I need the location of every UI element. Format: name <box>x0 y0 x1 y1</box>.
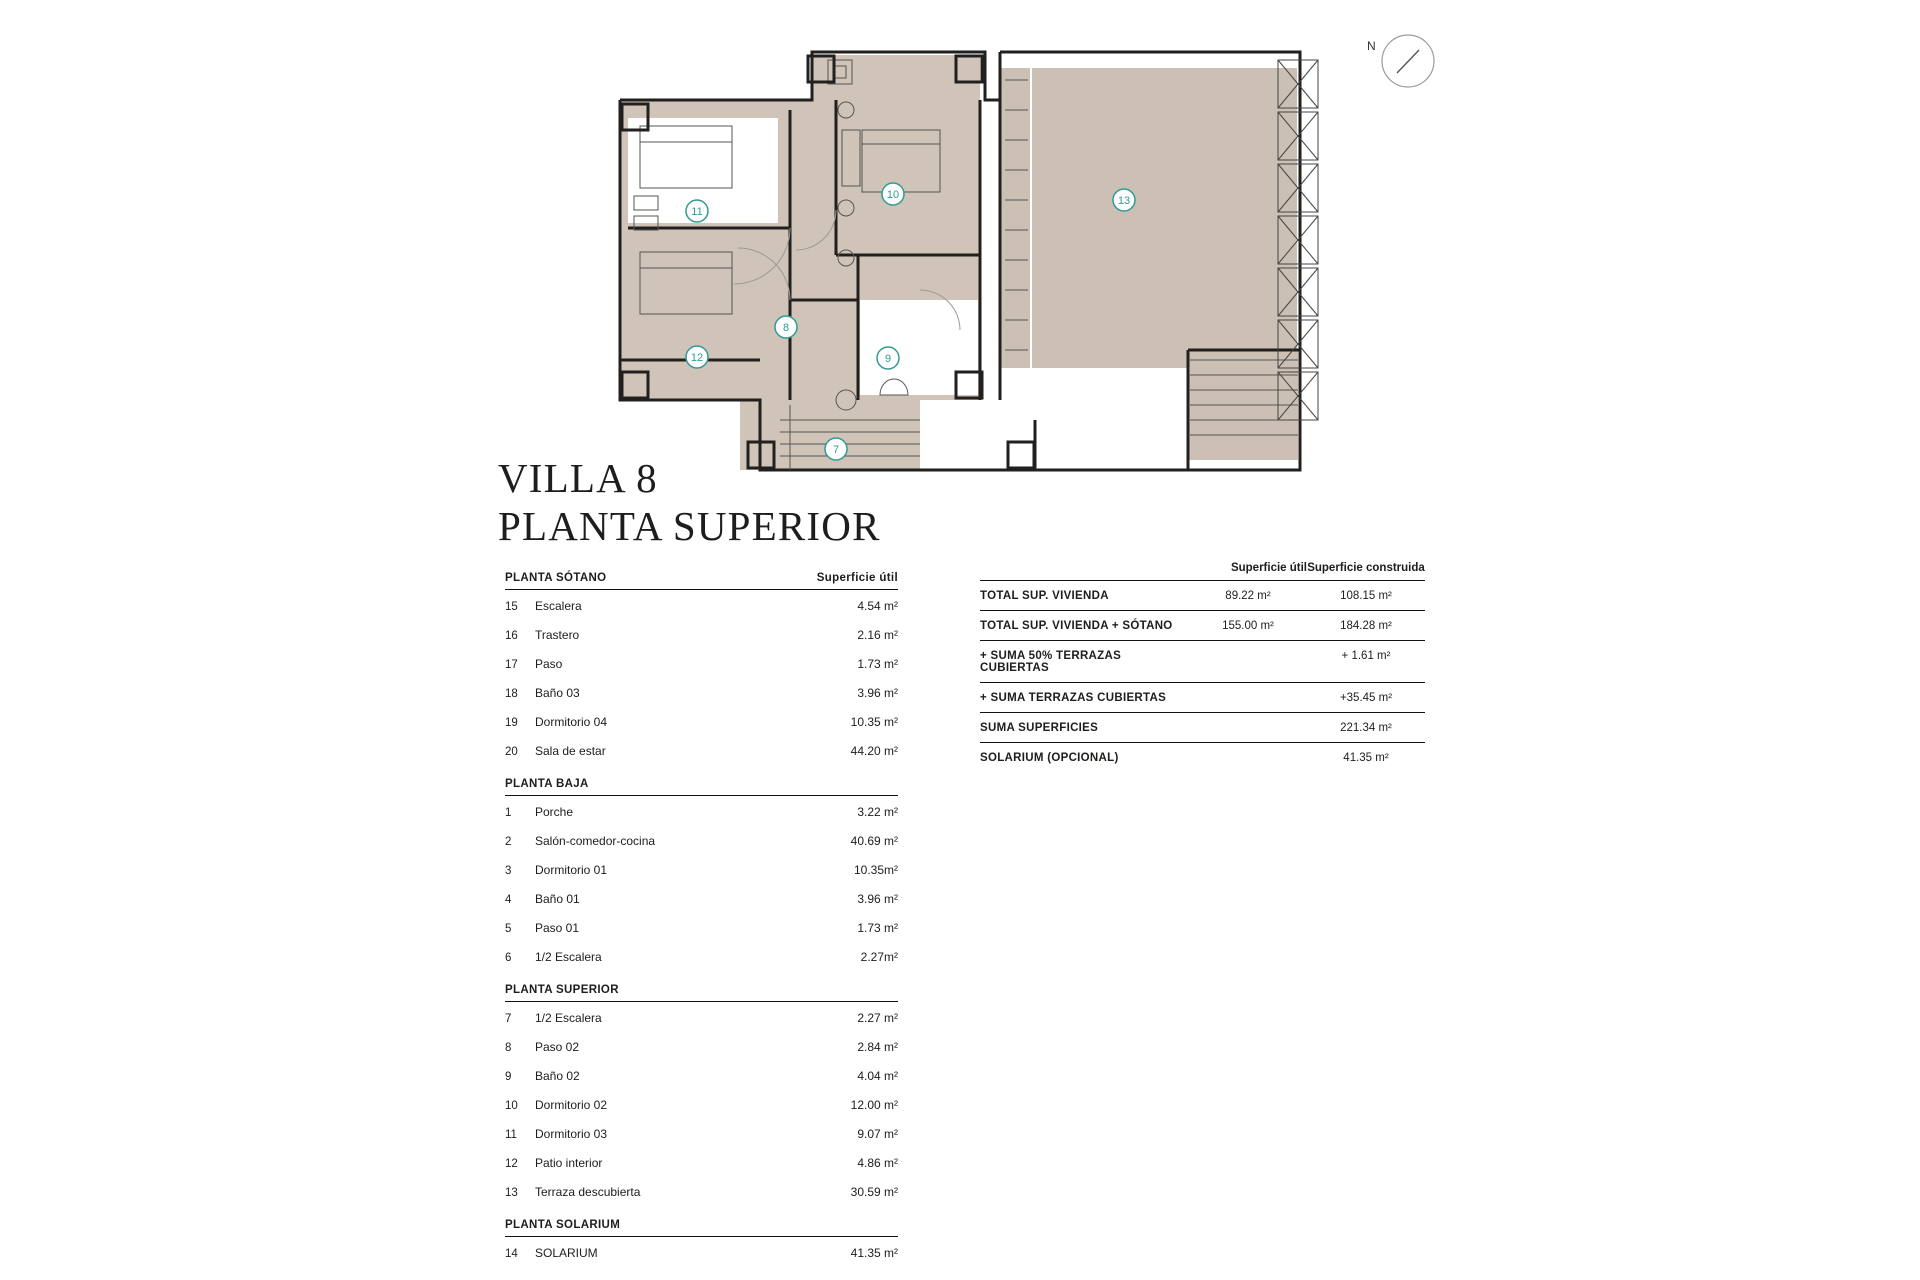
room-marker-11 <box>686 200 708 222</box>
row-value: 10.35m² <box>853 863 898 877</box>
section-rows-superior <box>505 1004 898 1207</box>
section-title: PLANTA BAJA <box>505 778 589 790</box>
room-marker-12 <box>686 346 708 368</box>
surface-schedule-table <box>505 572 898 1268</box>
table-row <box>505 1239 898 1268</box>
summary-row-label: SOLARIUM (OPCIONAL) <box>980 752 1119 764</box>
room-marker-10 <box>882 183 904 205</box>
row-value: 3.22 m² <box>857 805 898 819</box>
summary-row-suma-superficies <box>980 713 1425 743</box>
summary-row-solarium-opcional <box>980 743 1425 772</box>
summary-header-row <box>980 562 1425 580</box>
section-header-sotano <box>505 572 898 590</box>
summary-row-util: 89.22 m² <box>1225 590 1271 602</box>
room-marker-label: 11 <box>691 206 703 218</box>
table-row <box>505 885 898 914</box>
row-label: 1/2 Escalera <box>535 950 602 964</box>
plan-fills <box>620 55 1298 470</box>
room-marker-label: 12 <box>690 352 704 364</box>
row-label: Dormitorio 01 <box>535 863 608 877</box>
table-row <box>505 798 898 827</box>
row-value: 3.96 m² <box>857 892 898 906</box>
row-value: 1.73 m² <box>857 921 898 935</box>
row-number: 2 <box>505 836 512 848</box>
row-value: 10.35 m² <box>850 715 898 729</box>
table-row <box>505 1062 898 1091</box>
row-label: Patio interior <box>535 1156 603 1170</box>
row-value: 41.35 m² <box>850 1246 898 1260</box>
row-number: 19 <box>505 717 518 729</box>
summary-row-label: + SUMA TERRAZAS CUBIERTAS <box>980 692 1167 704</box>
row-label: Porche <box>535 805 574 819</box>
row-label: Dormitorio 03 <box>535 1127 608 1141</box>
section-rows-baja <box>505 798 898 972</box>
row-number: 20 <box>505 746 518 758</box>
row-label: Baño 02 <box>535 1069 580 1083</box>
row-number: 1 <box>505 807 512 819</box>
summary-row-construida: +35.45 m² <box>1339 692 1393 704</box>
summary-row-terrazas-cubiertas <box>980 683 1425 713</box>
room-marker-9 <box>877 347 899 369</box>
row-number: 6 <box>505 952 512 964</box>
section-title: PLANTA SÓTANO <box>505 572 607 584</box>
summary-row-label: TOTAL SUP. VIVIENDA <box>980 590 1109 602</box>
row-label: Paso <box>535 657 563 671</box>
summary-row-label: SUMA SUPERFICIES <box>980 722 1099 734</box>
summary-row-construida: + 1.61 m² <box>1341 650 1391 662</box>
row-label: SOLARIUM <box>535 1246 598 1260</box>
section-header-superior <box>505 984 898 1002</box>
table-row <box>505 1149 898 1178</box>
row-number: 17 <box>505 659 518 671</box>
row-number: 5 <box>505 923 512 935</box>
row-value: 2.16 m² <box>857 628 898 642</box>
table-row <box>505 914 898 943</box>
row-value: 4.54 m² <box>857 599 898 613</box>
summary-row-label: TOTAL SUP. VIVIENDA + SÓTANO <box>980 620 1173 632</box>
table-row <box>505 737 898 766</box>
row-label: Dormitorio 04 <box>535 715 608 729</box>
summary-row-construida: 108.15 m² <box>1340 590 1392 602</box>
summary-row-total-vivienda <box>980 580 1425 611</box>
row-label: Baño 01 <box>535 892 580 906</box>
row-number: 14 <box>505 1248 518 1260</box>
table-row <box>505 708 898 737</box>
table-row <box>505 621 898 650</box>
summary-row-construida: 221.34 m² <box>1340 722 1392 734</box>
section-rows-sotano <box>505 592 898 766</box>
row-label: Dormitorio 02 <box>535 1098 608 1112</box>
row-value: 4.86 m² <box>857 1156 898 1170</box>
row-label: Baño 03 <box>535 686 580 700</box>
summary-header-construida: Superficie construida <box>1307 562 1425 574</box>
section-header-solarium <box>505 1219 898 1237</box>
summary-row-util: 155.00 m² <box>1222 620 1274 632</box>
row-label: Paso 01 <box>535 921 580 935</box>
page-title <box>498 455 881 550</box>
table-row <box>505 1120 898 1149</box>
summary-row-construida: 41.35 m² <box>1343 752 1389 764</box>
section-rows-solarium <box>505 1239 898 1268</box>
section-title: PLANTA SOLARIUM <box>505 1219 621 1231</box>
room-marker-label: 8 <box>782 322 790 334</box>
row-number: 7 <box>505 1013 512 1025</box>
row-value: 4.04 m² <box>857 1069 898 1083</box>
title-floor: PLANTA SUPERIOR <box>498 502 881 549</box>
table-row <box>505 943 898 972</box>
table-row <box>505 679 898 708</box>
summary-row-total-vivienda-sotano <box>980 611 1425 641</box>
row-number: 3 <box>505 865 512 877</box>
row-number: 10 <box>505 1100 518 1112</box>
column-header-superficie-util: Superficie útil <box>816 572 898 584</box>
row-number: 13 <box>505 1187 518 1199</box>
table-row <box>505 827 898 856</box>
row-label: Terraza descubierta <box>535 1185 641 1199</box>
row-label: Escalera <box>535 599 582 613</box>
table-row <box>505 1178 898 1207</box>
room-marker-label: 10 <box>886 189 900 201</box>
table-row <box>505 1091 898 1120</box>
row-value: 3.96 m² <box>857 686 898 700</box>
row-label: Sala de estar <box>535 744 606 758</box>
section-header-baja <box>505 778 898 796</box>
table-row <box>505 856 898 885</box>
room-marker-8 <box>775 316 797 338</box>
floor-plan-drawing <box>0 0 1920 500</box>
room-marker-label: 13 <box>1117 195 1131 207</box>
row-value: 2.27 m² <box>857 1011 898 1025</box>
row-number: 15 <box>505 601 518 613</box>
table-row <box>505 592 898 621</box>
row-label: 1/2 Escalera <box>535 1011 602 1025</box>
row-number: 9 <box>505 1071 512 1083</box>
row-value: 44.20 m² <box>850 744 898 758</box>
summary-table <box>980 562 1425 772</box>
row-value: 30.59 m² <box>850 1185 898 1199</box>
title-villa: VILLA 8 <box>498 455 658 501</box>
row-label: Trastero <box>535 628 580 642</box>
row-number: 12 <box>505 1158 518 1170</box>
row-number: 4 <box>505 894 512 906</box>
row-value: 9.07 m² <box>857 1127 898 1141</box>
row-number: 11 <box>505 1129 517 1141</box>
table-row <box>505 650 898 679</box>
summary-row-label: + SUMA 50% TERRAZAS CUBIERTAS <box>980 650 1122 674</box>
summary-row-construida: 184.28 m² <box>1340 620 1392 632</box>
row-number: 16 <box>505 630 518 642</box>
table-row <box>505 1004 898 1033</box>
row-label: Paso 02 <box>535 1040 580 1054</box>
room-marker-label: 7 <box>832 444 840 456</box>
room-marker-13 <box>1113 189 1135 211</box>
section-title: PLANTA SUPERIOR <box>505 984 619 996</box>
row-value: 40.69 m² <box>850 834 898 848</box>
compass-icon <box>1355 28 1445 98</box>
row-value: 2.84 m² <box>857 1040 898 1054</box>
row-value: 2.27m² <box>860 950 898 964</box>
summary-row-50-terrazas <box>980 641 1425 683</box>
row-number: 18 <box>505 688 518 700</box>
row-value: 12.00 m² <box>850 1098 898 1112</box>
summary-header-spacer <box>980 562 1189 574</box>
summary-header-util: Superficie útil <box>1230 562 1307 574</box>
row-value: 1.73 m² <box>857 657 898 671</box>
row-label: Salón-comedor-cocina <box>535 834 656 848</box>
table-row <box>505 1033 898 1062</box>
compass-north-label: N <box>1367 39 1376 53</box>
room-marker-label: 9 <box>884 353 892 365</box>
row-number: 8 <box>505 1042 512 1054</box>
